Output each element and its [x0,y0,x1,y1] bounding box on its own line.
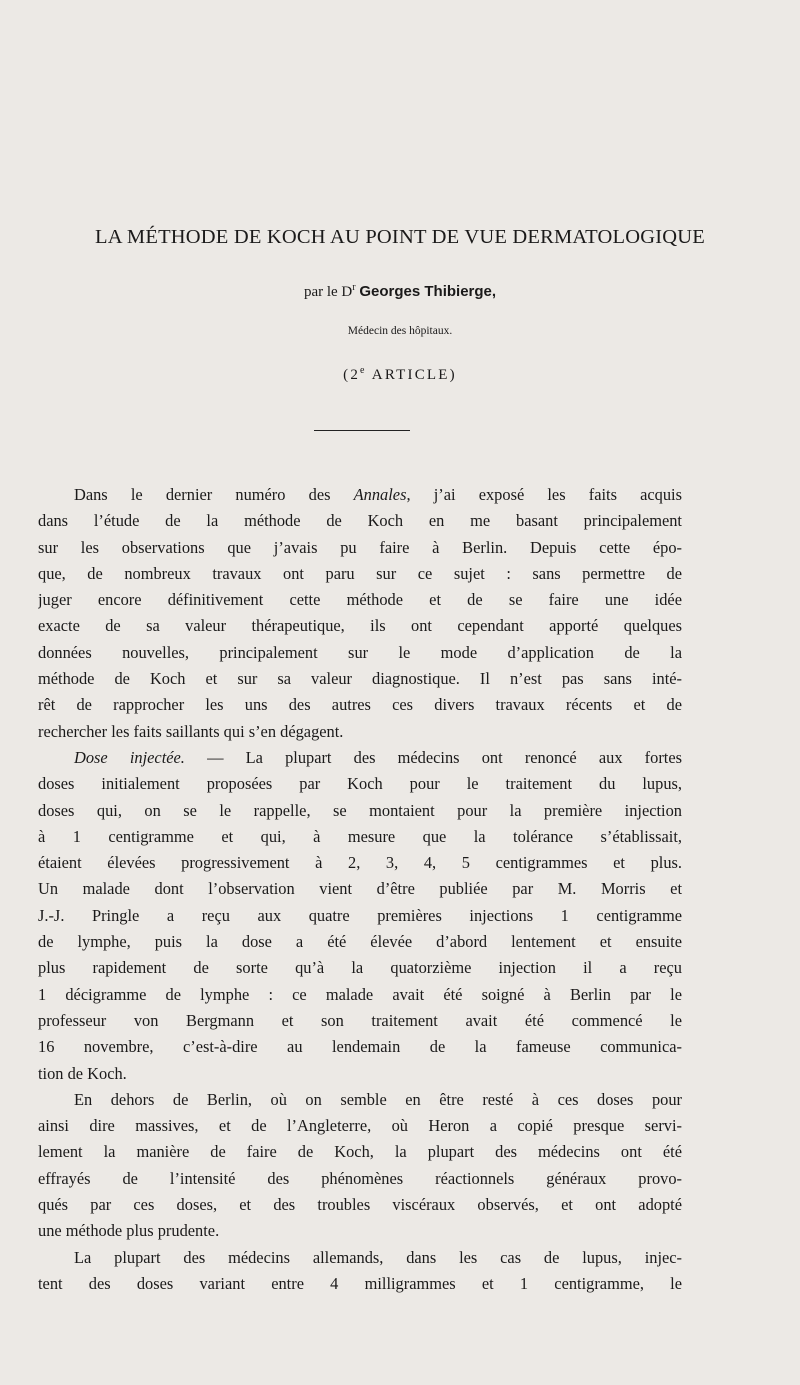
text-line: lement la manière de faire de Koch, la plupart des médecins ont été [38,1142,682,1162]
article-number: (2e ARTICLE) [343,365,457,383]
emphasis-text: Annales [353,485,407,504]
text-line: méthode de Koch et sur sa valeur diagnostique. Il n’est pas sans inté- [38,669,682,689]
text-line: données nouvelles, principalement sur le mode d’application de la [38,642,682,662]
emphasis-text: Dose injectée. [74,747,185,767]
text-line: de lymphe, puis la dose a été élevée d’abord lentement et ensuite [38,932,682,952]
article-body [38,482,682,1297]
text-line: Dans le dernier numéro des Annales, j’ai exposé les faits acquis [74,485,682,504]
text-line: La plupart des médecins allemands, dans les cas de lupus, injec- [74,1247,682,1267]
text-line: qués par ces doses, et des troubles viscéraux observés, et ont adopté [38,1195,682,1215]
text-line: En dehors de Berlin, où on semble en être resté à ces doses pour [74,1089,682,1109]
text-line: doses qui, on se le rappelle, se montaient pour la première injection [38,800,682,820]
text-line: une méthode plus prudente. [38,1221,220,1241]
text-line: tion de Koch. [38,1063,127,1083]
text-line: 1 décigramme de lymphe : ce malade avait été soigné à Berlin par le [38,984,682,1004]
author-line [0,283,800,301]
author-name: Georges Thibierge, [359,283,497,300]
text-line: sur les observations que j’avais pu faire à Berlin. Depuis cette épo- [38,537,682,557]
text-line: ainsi dire massives, et de l’Angleterre, où Heron a copié presque servi- [38,1116,682,1136]
text-line: professeur von Bergmann et son traitement avait été commencé le [38,1010,682,1030]
text-line: étaient élevées progressivement à 2, 3, 4, 5 centigrammes et plus. [38,853,682,873]
text-line: Dose injectée. — La plupart des médecins ont renoncé aux fortes [74,747,682,767]
author-prefix: par le [303,284,338,300]
article-title: LA MÉTHODE DE KOCH AU POINT DE VUE DERMATOLOGIQUE [95,226,705,248]
author-title: $D^r$ [341,282,356,300]
text-line: juger encore définitivement cette méthode et de se faire une idée [38,590,682,610]
text-line: Un malade dont l’observation vient d’être publiée par M. Morris et [38,879,682,899]
text-line: dans l’étude de la méthode de Koch en me basant principalement [38,511,682,531]
text-line: exacte de sa valeur thérapeutique, ils ont cependant apporté quelques [38,616,682,636]
text-line: tent des doses variant entre 4 milligrammes et 1 centigramme, le [38,1273,682,1293]
text-line: à 1 centigramme et qui, à mesure que la tolérance s’établissait, [38,826,682,846]
text-line: doses initialement proposées par Koch pour le traitement du lupus, [38,774,682,794]
text-line: que, de nombreux travaux ont paru sur ce sujet : sans permettre de [38,563,682,583]
text-line: J.-J. Pringle a reçu aux quatre premières injections 1 centigramme [38,905,682,925]
text-line: rechercher les faits saillants qui s’en dégagent. [38,721,344,741]
text-line: plus rapidement de sorte qu’à la quatorzième injection il a reçu [38,958,682,978]
text-line: effrayés de l’intensité des phénomènes réactionnels généraux provo- [38,1168,682,1188]
text-line: 16 novembre, c’est-à-dire au lendemain de la fameuse communica- [38,1037,682,1057]
author-affiliation: Médecin des hôpitaux. [347,325,453,337]
title-divider [314,430,410,431]
text-line: rêt de rapprocher les uns des autres ces divers travaux récents et de [38,695,682,715]
